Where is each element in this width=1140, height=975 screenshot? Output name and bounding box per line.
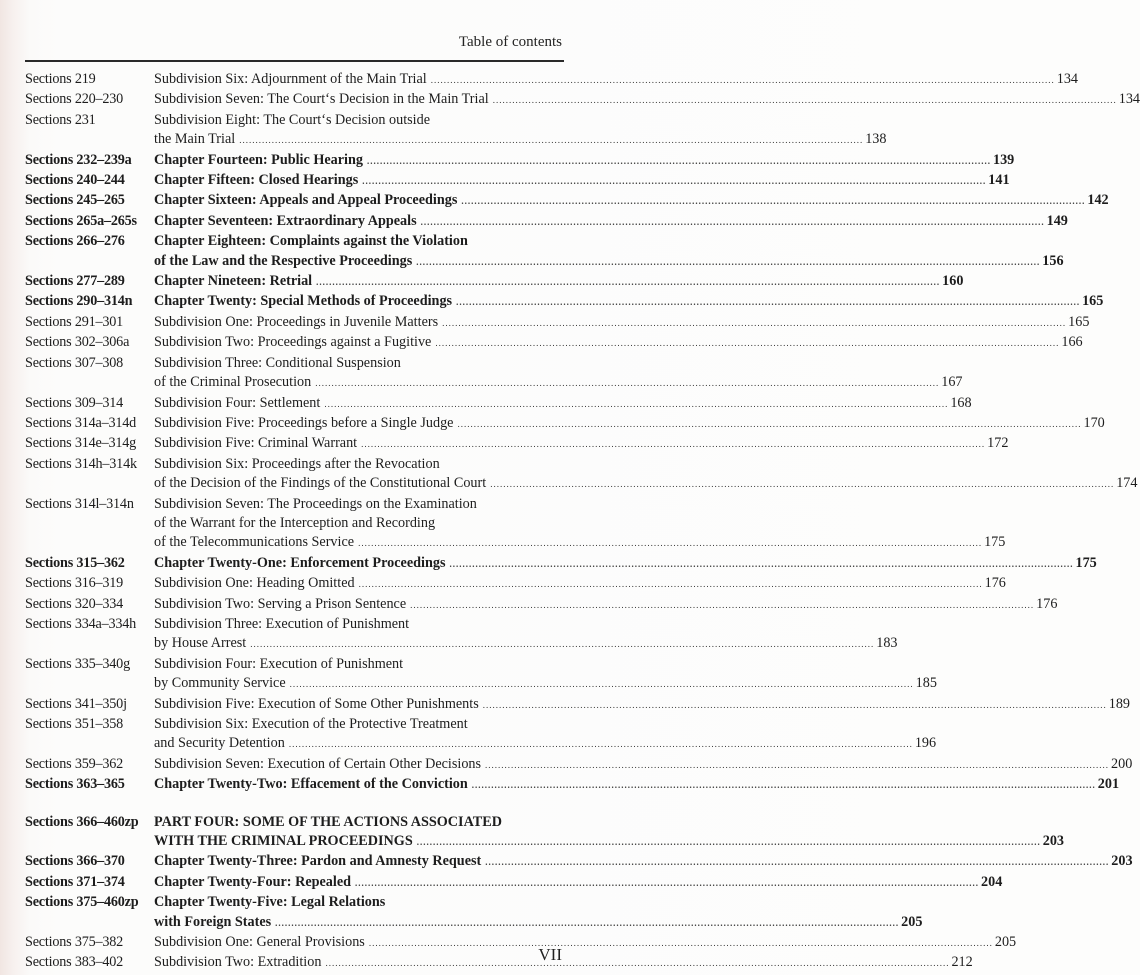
- dot-leader: [325, 954, 949, 973]
- toc-entry-sections: Sections 290–314n: [25, 293, 133, 310]
- toc-entry-sections: Sections 314h–314k: [25, 455, 137, 472]
- toc-entry-page: 201: [1097, 776, 1120, 793]
- toc-entry-title: [154, 414, 1105, 434]
- toc-entry[interactable]: [25, 852, 1133, 872]
- dot-leader: [417, 833, 1041, 852]
- toc-entry-page: 142: [1087, 192, 1109, 209]
- toc-entry-page: 166: [1061, 334, 1083, 351]
- toc-entry-title-line: Subdivision Two: Proceedings against a Fugitive: [154, 334, 432, 351]
- toc-entry-sections: Sections 307–308: [25, 354, 124, 371]
- toc-entry-sections: Sections 309–314: [25, 394, 124, 411]
- toc-entry[interactable]: [25, 873, 1003, 893]
- toc-entry-page: 168: [950, 394, 972, 411]
- toc-entry-sections: Sections 351–358: [25, 716, 124, 732]
- toc-entry-title-line: the Main Trial: [154, 131, 236, 148]
- toc-entry-sections: Sections 359–362: [25, 755, 124, 772]
- page-number: VII: [538, 945, 562, 964]
- toc-entry-sections: Sections 240–244: [25, 172, 125, 189]
- toc-entry-sections: Sections 371–374: [25, 873, 125, 890]
- toc-entry-page: 170: [1083, 414, 1105, 431]
- toc-entry-sections: Sections 334a–334h: [25, 615, 137, 632]
- toc-entry-sections: Sections 314e–314g: [25, 435, 137, 452]
- toc-entry-title: [154, 333, 1083, 353]
- toc-entry-page: 203: [1042, 833, 1064, 850]
- dot-leader: [289, 735, 913, 754]
- toc-entry[interactable]: [25, 70, 1079, 90]
- toc-entry-sections: Sections 375–460zp: [25, 894, 139, 911]
- toc-entry-sections: Sections 219: [25, 71, 96, 87]
- header-rule: [25, 60, 564, 62]
- toc-entry-title-line: Subdivision Eight: The Court‘s Decision outside: [154, 111, 430, 128]
- toc-entry-title-line: Chapter Sixteen: Appeals and Appeal Proceedings: [154, 192, 458, 209]
- toc-entry-sections: Sections 341–350j: [25, 695, 127, 712]
- dot-leader: [435, 334, 1059, 353]
- toc-entry-page: 141: [988, 172, 1010, 189]
- dot-leader: [250, 635, 874, 654]
- toc-entry[interactable]: [25, 171, 1010, 191]
- toc-entry-page: 134: [1056, 71, 1079, 87]
- toc-entry-page: 160: [942, 273, 964, 290]
- toc-entry-page: 204: [981, 873, 1003, 890]
- toc-entry-page: 175: [984, 534, 1006, 551]
- toc-entry-title-line: by House Arrest: [154, 635, 247, 652]
- table-of-contents: [25, 70, 1140, 974]
- toc-entry-page: 174: [1116, 475, 1138, 492]
- dot-leader: [359, 575, 983, 594]
- dot-leader: [239, 131, 863, 150]
- toc-entry[interactable]: [25, 212, 1068, 232]
- dot-leader: [324, 395, 948, 414]
- toc-entry[interactable]: [25, 715, 937, 755]
- toc-entry-title: [154, 615, 898, 655]
- toc-entry-title: [154, 715, 936, 755]
- toc-entry-title-line: of the Law and the Respective Proceedings: [154, 252, 413, 269]
- dot-leader: [367, 152, 991, 171]
- toc-entry-title: [154, 455, 1137, 495]
- dot-leader: [483, 696, 1107, 715]
- dot-leader: [421, 213, 1045, 232]
- toc-entry-title: [154, 232, 1064, 272]
- toc-entry-title: [154, 111, 886, 151]
- toc-entry[interactable]: [25, 893, 923, 933]
- toc-entry-title: [154, 574, 1006, 594]
- toc-entry-sections: Sections 383–402: [25, 954, 124, 971]
- toc-entry-sections: Sections 302–306a: [25, 334, 130, 351]
- toc-entry-sections: Sections 363–365: [25, 776, 125, 793]
- toc-entry-title: [154, 171, 1010, 191]
- toc-entry-title-line: Chapter Twenty: Special Methods of Proceedings: [154, 293, 453, 310]
- toc-entry[interactable]: [25, 333, 1083, 353]
- toc-entry-sections: Sections 335–340g: [25, 655, 130, 672]
- toc-entry-page: 212: [951, 954, 973, 971]
- toc-entry-page: 205: [901, 913, 923, 930]
- toc-entry-title-line: Chapter Eighteen: Complaints against the Violation: [154, 233, 468, 250]
- toc-entry-sections: Sections 366–460zp: [25, 813, 139, 830]
- dot-leader: [485, 853, 1109, 872]
- toc-entry-title: [154, 495, 1005, 554]
- toc-entry-title-line: Subdivision Two: Serving a Prison Sentence: [154, 595, 407, 612]
- toc-entry[interactable]: [25, 151, 1015, 171]
- toc-entry[interactable]: [25, 232, 1064, 272]
- dot-leader: [358, 534, 982, 553]
- toc-entry-title: [154, 953, 973, 973]
- toc-entry-title-line: of the Telecommunications Service: [154, 534, 355, 551]
- toc-entry-title-line: Subdivision Three: Execution of Punishment: [154, 615, 410, 632]
- toc-entry-title: [154, 893, 922, 933]
- toc-entry[interactable]: [25, 272, 964, 292]
- toc-entry-title-line: WITH THE CRIMINAL PROCEEDINGS: [154, 833, 413, 850]
- toc-entry[interactable]: [25, 111, 887, 151]
- toc-entry-title-line: Subdivision One: Proceedings in Juvenile Matters: [154, 313, 439, 330]
- toc-entry-title-line: Subdivision Six: Execution of the Protective Treatment: [154, 716, 468, 732]
- toc-entry-title-line: Subdivision Five: Execution of Some Other Punishments: [154, 695, 479, 712]
- dot-leader: [442, 314, 1066, 333]
- toc-entry-title-line: Subdivision Three: Conditional Suspension: [154, 354, 401, 371]
- toc-entry-title-line: Subdivision One: General Provisions: [154, 934, 365, 951]
- dot-leader: [369, 934, 993, 953]
- toc-entry-title: [154, 655, 937, 695]
- toc-entry-page: 176: [1036, 595, 1058, 612]
- toc-entry-sections: Sections 266–276: [25, 233, 125, 250]
- dot-leader: [315, 374, 939, 393]
- toc-entry-title-line: of the Warrant for the Interception and Recording: [154, 514, 436, 531]
- dot-leader: [431, 71, 1055, 90]
- toc-entry-title: [154, 292, 1103, 312]
- dot-leader: [472, 776, 1096, 795]
- toc-entry-sections: Sections 314a–314d: [25, 414, 137, 431]
- toc-entry-title: [154, 554, 1097, 574]
- running-header: Table of contents: [458, 34, 562, 50]
- toc-entry-title: [154, 813, 1064, 853]
- toc-entry[interactable]: [25, 191, 1109, 211]
- toc-entry-title-line: of the Criminal Prosecution: [154, 374, 312, 391]
- toc-entry-page: 185: [915, 675, 937, 692]
- toc-entry-sections: Sections 320–334: [25, 595, 124, 612]
- toc-entry-title-line: Chapter Seventeen: Extraordinary Appeals: [154, 212, 417, 229]
- toc-entry[interactable]: [25, 394, 972, 414]
- dot-leader: [449, 555, 1073, 574]
- toc-entry-page: 138: [865, 131, 887, 148]
- toc-entry[interactable]: [25, 615, 898, 655]
- toc-entry-page: 139: [992, 151, 1015, 168]
- toc-entry-title: [154, 775, 1119, 795]
- dot-leader: [485, 756, 1109, 775]
- dot-leader: [275, 914, 899, 933]
- toc-entry-page: 196: [914, 735, 937, 752]
- toc-entry-title-line: Chapter Twenty-Four: Repealed: [154, 873, 352, 890]
- toc-entry-page: 149: [1046, 212, 1068, 229]
- toc-entry-title: [154, 873, 1002, 893]
- dot-leader: [362, 172, 986, 191]
- toc-entry-title-line: Subdivision Two: Extradition: [154, 954, 322, 971]
- toc-entry[interactable]: [25, 354, 963, 394]
- toc-entry-title-line: PART FOUR: SOME OF THE ACTIONS ASSOCIATED: [154, 813, 502, 830]
- toc-entry-title-line: Subdivision Seven: Execution of Certain Other Decisions: [154, 755, 482, 772]
- toc-entry-page: 172: [987, 435, 1009, 452]
- toc-entry[interactable]: [25, 434, 1009, 454]
- toc-entry-page: 203: [1111, 853, 1133, 870]
- toc-entry-title-line: Subdivision Seven: The Proceedings on the Examination: [154, 495, 477, 512]
- toc-entry-page: 189: [1108, 695, 1131, 712]
- dot-leader: [461, 192, 1085, 211]
- toc-entry-title-line: Subdivision Six: Proceedings after the Revocation: [154, 455, 440, 472]
- toc-entry-title-line: Chapter Twenty-Two: Effacement of the Conviction: [154, 776, 468, 793]
- toc-entry-page: 176: [984, 575, 1006, 592]
- toc-entry-title-line: Subdivision Six: Adjournment of the Main Trial: [154, 71, 427, 87]
- toc-entry-sections: Sections 316–319: [25, 575, 124, 592]
- toc-entry-sections: Sections 366–370: [25, 853, 125, 870]
- toc-entry-title-line: Subdivision Seven: The Court‘s Decision in the Main Trial: [154, 91, 489, 108]
- toc-entry-sections: Sections 314l–314n: [25, 495, 134, 512]
- toc-entry-title: [154, 695, 1130, 715]
- dot-leader: [410, 596, 1034, 615]
- toc-entry-title: [154, 272, 963, 292]
- dot-leader: [490, 475, 1114, 494]
- toc-entry-title-line: Subdivision Five: Proceedings before a Single Judge: [154, 414, 454, 431]
- toc-entry-title: [154, 852, 1133, 872]
- toc-entry[interactable]: [25, 414, 1105, 434]
- toc-entry-title: [154, 191, 1109, 211]
- toc-entry[interactable]: [25, 695, 1131, 715]
- toc-entry-title-line: Subdivision One: Heading Omitted: [154, 575, 355, 592]
- toc-entry-sections: Sections 265a–265s: [25, 212, 137, 229]
- toc-entry-sections: Sections 231: [25, 111, 96, 128]
- toc-entry[interactable]: [25, 455, 1138, 495]
- toc-entry-page: 134: [1118, 91, 1140, 108]
- toc-entry[interactable]: [25, 313, 1090, 333]
- toc-entry-title-line: Chapter Twenty-One: Enforcement Proceedings: [154, 554, 446, 571]
- toc-entry[interactable]: [25, 495, 1006, 554]
- dot-leader: [361, 435, 985, 454]
- dot-leader: [456, 293, 1080, 312]
- toc-entry-title: [154, 70, 1078, 90]
- dot-leader: [416, 253, 1040, 272]
- toc-entry-title: [154, 90, 1140, 110]
- toc-entry-page: 183: [876, 635, 898, 652]
- toc-entry[interactable]: [25, 755, 1133, 775]
- toc-entry-title-line: Subdivision Four: Execution of Punishment: [154, 655, 404, 672]
- toc-entry-title-line: Chapter Twenty-Three: Pardon and Amnesty Request: [154, 853, 482, 870]
- toc-entry-title-line: of the Decision of the Findings of the Constitutional Court: [154, 475, 487, 492]
- toc-entry-title: [154, 755, 1132, 775]
- toc-entry-page: 156: [1042, 252, 1064, 269]
- toc-entry-title: [154, 434, 1008, 454]
- toc-entry-title-line: Chapter Twenty-Five: Legal Relations: [154, 894, 386, 911]
- toc-entry-title-line: Chapter Fourteen: Public Hearing: [154, 151, 363, 168]
- toc-entry-sections: Sections 315–362: [25, 554, 125, 571]
- toc-entry-title: [154, 212, 1068, 232]
- toc-entry-sections: Sections 232–239a: [25, 151, 132, 168]
- toc-entry-page: 205: [994, 934, 1017, 951]
- toc-entry-title: [154, 933, 1016, 953]
- toc-entry-sections: Sections 291–301: [25, 313, 124, 330]
- toc-entry-title: [154, 595, 1057, 615]
- toc-entry[interactable]: [25, 933, 1017, 953]
- toc-entry-title-line: and Security Detention: [154, 735, 285, 752]
- toc-entry-title: [154, 394, 972, 414]
- toc-entry-page: 167: [941, 374, 963, 391]
- toc-entry-title-line: Subdivision Five: Criminal Warrant: [154, 435, 358, 452]
- toc-entry-sections: Sections 220–230: [25, 91, 124, 108]
- dot-leader: [457, 415, 1081, 434]
- toc-entry-title-line: Subdivision Four: Settlement: [154, 394, 321, 411]
- toc-entry-title-line: with Foreign States: [154, 913, 272, 930]
- dot-leader: [290, 675, 914, 694]
- dot-leader: [355, 874, 979, 893]
- dot-leader: [493, 91, 1117, 110]
- toc-entry-sections: Sections 375–382: [25, 934, 124, 951]
- toc-entry-page: 165: [1068, 313, 1090, 330]
- toc-entry-sections: Sections 245–265: [25, 192, 125, 209]
- dot-leader: [316, 273, 940, 292]
- toc-entry[interactable]: [25, 574, 1006, 594]
- toc-entry-page: 165: [1082, 293, 1104, 310]
- toc-entry-title: [154, 354, 963, 394]
- toc-entry[interactable]: [25, 655, 937, 695]
- toc-entry-title-line: Chapter Nineteen: Retrial: [154, 273, 313, 290]
- toc-entry[interactable]: [25, 953, 973, 973]
- toc-entry-title-line: Chapter Fifteen: Closed Hearings: [154, 172, 359, 189]
- toc-entry[interactable]: [25, 554, 1097, 574]
- toc-entry-sections: Sections 277–289: [25, 273, 125, 290]
- toc-entry[interactable]: [25, 813, 1064, 853]
- toc-entry[interactable]: [25, 775, 1120, 795]
- toc-entry-page: 175: [1075, 554, 1097, 571]
- toc-entry[interactable]: [25, 292, 1104, 312]
- toc-entry-page: 200: [1111, 755, 1133, 772]
- toc-entry-title: [154, 313, 1089, 333]
- toc-entry[interactable]: [25, 90, 1140, 110]
- toc-entry-title-line: by Community Service: [154, 675, 286, 692]
- toc-entry[interactable]: [25, 595, 1058, 615]
- toc-entry-title: [154, 151, 1014, 171]
